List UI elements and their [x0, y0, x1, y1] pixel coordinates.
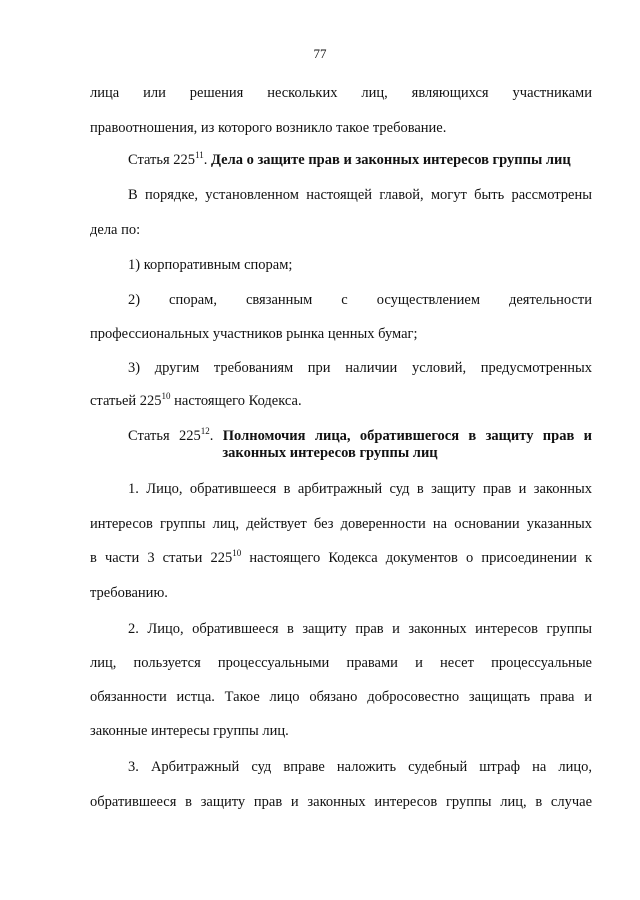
article-title: Дела о защите прав и законных интересов группы лиц — [210, 152, 571, 168]
text-line: обязанности истца. Такое лицо обязано добросовестно защищать права и — [90, 689, 592, 705]
text-fragment: настоящего Кодекса. — [170, 393, 302, 409]
text-line: дела по: — [90, 222, 141, 238]
text-fragment: статьей 225 — [90, 393, 162, 409]
superscript: 10 — [232, 548, 242, 558]
text-line: лица или решения нескольких лиц, являющихся участниками — [90, 85, 592, 101]
article-title-continued: законных интересов группы лиц — [222, 445, 438, 461]
page-number: 77 — [313, 46, 327, 61]
text-fragment: в части 3 статьи 225 — [90, 550, 233, 566]
list-item: 3) другим требованиям при наличии условий, предусмотренных — [128, 360, 592, 376]
text-line: требованию. — [90, 585, 168, 601]
text-line: 3. Арбитражный суд вправе наложить судебный штраф на лицо, — [128, 759, 592, 775]
article-superscript: 12 — [200, 426, 210, 436]
article-heading-225-11 — [128, 152, 592, 169]
article-title: Полномочия лица, обратившегося в защиту прав и — [222, 428, 592, 444]
text-line — [90, 550, 592, 567]
text-line: 2. Лицо, обратившееся в защиту прав и законных интересов группы — [128, 621, 592, 637]
article-dot: . — [209, 428, 223, 444]
text-line: правоотношения, из которого возникло такое требование. — [90, 120, 447, 136]
text-line: профессиональных участников рынка ценных бумаг; — [90, 326, 418, 342]
text-line: законные интересы группы лиц. — [90, 723, 289, 739]
text-line: 1. Лицо, обратившееся в арбитражный суд в защиту прав и законных — [128, 481, 592, 497]
superscript: 10 — [161, 391, 171, 401]
text-fragment: настоящего Кодекса документов о присоединении к — [241, 550, 593, 566]
text-line: интересов группы лиц, действует без доверенности на основании указанных — [90, 516, 592, 532]
text-line — [90, 393, 592, 410]
article-number: Статья 225 — [128, 152, 196, 168]
text-line: В порядке, установленном настоящей главой, могут быть рассмотрены — [128, 187, 592, 203]
article-dot: . — [203, 152, 211, 168]
article-number: Статья 225 — [128, 428, 201, 444]
text-line: лиц, пользуется процессуальными правами и несет процессуальные — [90, 655, 592, 671]
list-item: 2) спорам, связанным с осуществлением деятельности — [128, 292, 592, 308]
article-superscript: 11 — [195, 150, 204, 160]
text-line: обратившееся в защиту прав и законных интересов группы лиц, в случае — [90, 794, 592, 810]
list-item: 1) корпоративным спорам; — [128, 257, 293, 273]
article-heading-225-12 — [128, 428, 592, 445]
